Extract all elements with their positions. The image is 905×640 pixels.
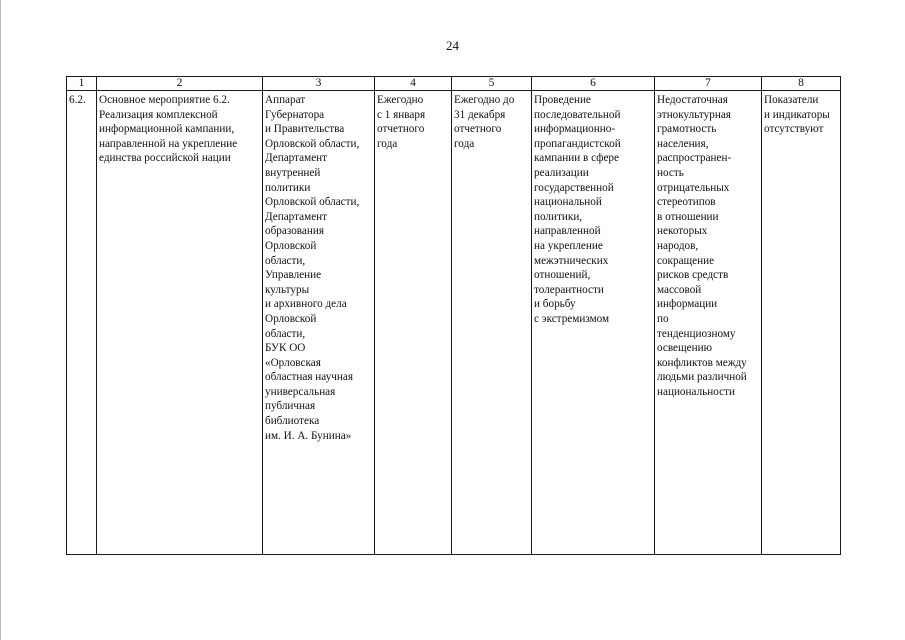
cell-text-line: Недостаточная [657, 94, 728, 106]
cell-text-line: информации [657, 298, 718, 311]
cell-text-line: на укрепление [534, 239, 603, 252]
cell-text-line: отрицательных [657, 181, 730, 194]
cell-text-line: этнокультурная [657, 108, 731, 121]
cell-text-line: отчетного [454, 123, 502, 136]
column-header: 5 [452, 77, 532, 91]
cell-text-line: толерантности [534, 283, 604, 296]
cell-text-line: некоторых [657, 225, 708, 238]
cell-text-line: БУК ОО [265, 342, 306, 355]
cell-text-line: «Орловская [265, 356, 321, 369]
cell-text-line: культуры [265, 283, 310, 296]
cell-text-line: внутренней [265, 166, 321, 179]
cell-text-line: информационной кампании, [99, 123, 235, 136]
cell-text-line: и архивного дела [265, 298, 347, 311]
cell-text-line: Ежегодно до [454, 94, 515, 106]
cell-text-line: единства российской нации [99, 152, 231, 165]
cell-text-line: ность [657, 166, 684, 179]
cell-text-line: направленной на укрепление [99, 137, 238, 150]
cell-text-line: области, [265, 327, 306, 340]
cell-text-line: Реализация комплексной [99, 108, 218, 121]
column-header: 3 [263, 77, 375, 91]
cell-number [67, 91, 97, 555]
cell-end-date [452, 91, 532, 555]
page-left-edge [0, 0, 1, 640]
cell-text-line: областная научная [265, 371, 354, 384]
cell-text-line: Проведение [534, 94, 591, 106]
cell-text-line: отношений, [534, 269, 591, 282]
cell-text-line: Показатели [764, 94, 819, 106]
cell-text-line: области, [265, 254, 306, 267]
cell-text-line: рисков средств [657, 269, 729, 282]
cell-text-line: распространен- [657, 152, 732, 165]
cell-text-line: политики [265, 181, 311, 194]
cell-text-line: пропагандистской [534, 137, 621, 150]
cell-text-line: кампании в сфере [534, 152, 619, 165]
cell-indicators [762, 91, 841, 555]
cell-text-line: межэтнических [534, 254, 609, 267]
cell-text-line: им. И. А. Бунина» [265, 429, 352, 442]
cell-text-line: информационно- [534, 123, 616, 136]
cell-text-line: 6.2. [69, 94, 86, 106]
table-row [67, 91, 841, 555]
cell-text-line: с экстремизмом [534, 312, 610, 325]
column-header: 2 [97, 77, 263, 91]
cell-text-line: сокращение [657, 254, 715, 267]
table-header-row [67, 77, 841, 91]
cell-text-line: освещению [657, 342, 712, 355]
column-header: 8 [762, 77, 841, 91]
cell-text-line: стереотипов [657, 196, 716, 209]
cell-text-line: грамотность [657, 123, 717, 136]
cell-text-line: по [657, 312, 669, 325]
cell-executor [263, 91, 375, 555]
cell-consequences [655, 91, 762, 555]
cell-text-line: политики, [534, 210, 583, 223]
cell-text-line: Орловской области, [265, 196, 360, 209]
cell-text-line: года [454, 137, 475, 150]
cell-text-line: Департамент [265, 210, 328, 223]
cell-text-line: конфликтов между [657, 356, 747, 369]
cell-text-line: Основное мероприятие 6.2. [99, 94, 230, 106]
cell-text-line: публичная [265, 400, 316, 413]
cell-text-line: и борьбу [534, 298, 576, 311]
cell-start-date [375, 91, 452, 555]
column-header: 4 [375, 77, 452, 91]
cell-event [97, 91, 263, 555]
column-header: 6 [532, 77, 655, 91]
cell-text-line: 31 декабря [454, 108, 506, 121]
cell-text-line: направленной [534, 225, 601, 238]
cell-text-line: универсальная [265, 385, 336, 398]
cell-text-line: тенденциозному [657, 327, 736, 340]
cell-text-line: Управление [265, 269, 322, 282]
cell-text-line: отсутствуют [764, 123, 824, 136]
cell-text-line: Губернатора [265, 108, 325, 121]
cell-text-line: реализации [534, 166, 589, 179]
cell-text-line: массовой [657, 283, 702, 296]
cell-text-line: года [377, 137, 398, 150]
cell-text-line: образования [265, 225, 325, 238]
cell-text-line: с 1 января [377, 108, 426, 121]
cell-text-line: и индикаторы [764, 108, 830, 121]
cell-text-line: людьми различной [657, 371, 747, 384]
cell-text-line: отчетного [377, 123, 425, 136]
cell-text-line: Орловской [265, 239, 317, 252]
cell-text-line: государственной [534, 181, 614, 194]
cell-text-line: Департамент [265, 152, 328, 165]
cell-text-line: последовательной [534, 108, 621, 121]
cell-text-line: Ежегодно [377, 94, 424, 106]
cell-text-line: национальной [534, 196, 602, 209]
cell-text-line: национальности [657, 385, 735, 398]
column-header: 1 [67, 77, 97, 91]
cell-expected-result [532, 91, 655, 555]
cell-text-line: населения, [657, 137, 709, 150]
cell-text-line: Аппарат [265, 94, 306, 106]
cell-text-line: и Правительства [265, 123, 345, 136]
cell-text-line: Орловской области, [265, 137, 360, 150]
document-table [66, 76, 841, 555]
cell-text-line: библиотека [265, 415, 320, 428]
cell-text-line: народов, [657, 239, 699, 252]
page-number: 24 [446, 38, 459, 53]
cell-text-line: в отношении [657, 210, 719, 223]
column-header: 7 [655, 77, 762, 91]
cell-text-line: Орловской [265, 312, 317, 325]
